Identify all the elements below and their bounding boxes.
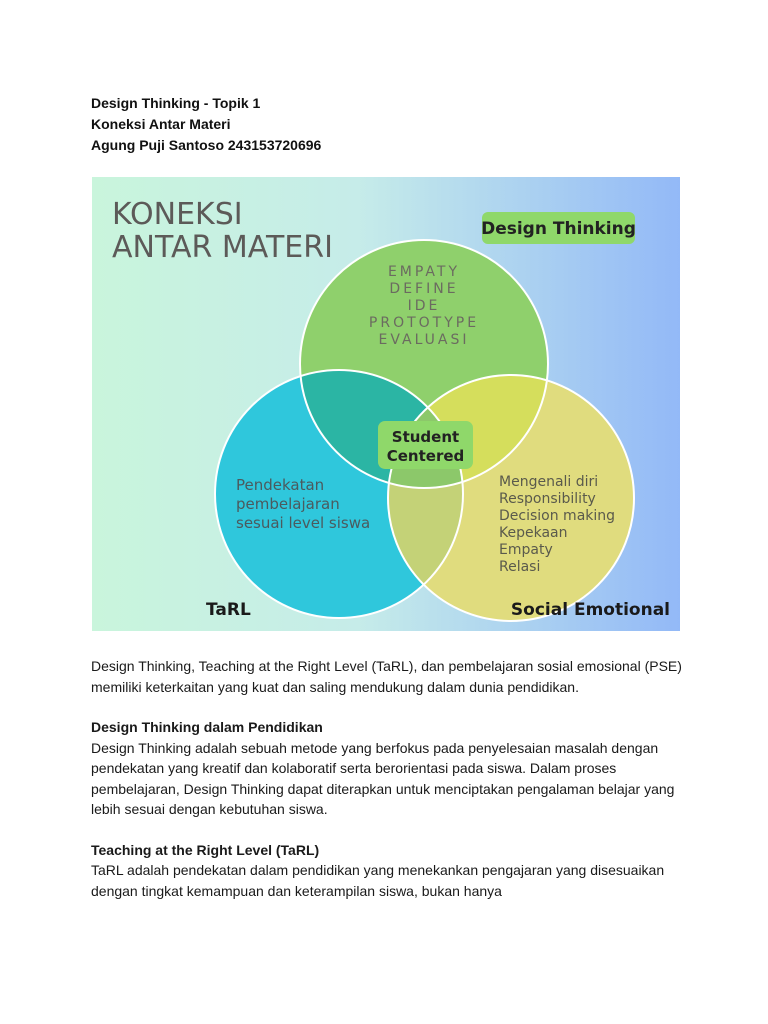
social-item-4: Kepekaan (499, 525, 568, 541)
section-paragraph-design-thinking: Design Thinking adalah sebuah metode yang berfokus pada penyelesaian masalah dengan pendekatan yang kreatif dan kolaboratif serta berorientasi pada siswa. Dalam proses pembelajaran, Design Thinking dapat diterapkan untuk menciptakan pengalaman belajar yang lebih sesuai dengan kebutuhan siswa. (91, 739, 675, 817)
intro-paragraph: Design Thinking, Teaching at the Right Level (TaRL), dan pembelajaran sosial emosional (PSE) memiliki keterkaitan yang kuat dan saling mendukung dalam dunia pendidikan. (91, 658, 682, 695)
section-heading-design-thinking: Design Thinking dalam Pendidikan (91, 719, 323, 735)
social-item-5: Empaty (499, 542, 553, 558)
dt-item-define: DEFINE (389, 281, 459, 297)
dt-item-evaluasi: EVALUASI (378, 332, 470, 348)
header-subtitle: Koneksi Antar Materi (91, 116, 231, 132)
student-centered-line1: Student (391, 428, 460, 446)
figure-title-line1: KONEKSI (112, 197, 243, 232)
header-title: Design Thinking - Topik 1 (91, 95, 261, 111)
design-thinking-badge-label: Design Thinking (481, 219, 636, 239)
figure-title-line2: ANTAR MATERI (112, 230, 333, 265)
tarl-label: TaRL (206, 600, 251, 620)
venn-diagram-figure (92, 177, 680, 631)
social-emotional-label: Social Emotional (510, 600, 670, 620)
dt-item-prototype: PROTOTYPE (368, 315, 480, 331)
section-heading-tarl: Teaching at the Right Level (TaRL) (91, 841, 320, 858)
social-item-3: Decision making (499, 508, 616, 524)
header-author: Agung Puji Santoso 243153720696 (91, 137, 322, 153)
student-centered-line2: Centered (386, 447, 465, 465)
venn-diagram-svg (92, 177, 680, 631)
document-header (91, 93, 321, 156)
social-item-2: Responsibility (499, 491, 596, 507)
dt-item-ide: IDE (407, 298, 441, 314)
tarl-item-3: sesuai level siswa (236, 514, 371, 532)
tarl-item-1: Pendekatan (236, 476, 325, 494)
document-body (91, 656, 691, 901)
tarl-item-2: pembelajaran (236, 495, 340, 513)
social-item-1: Mengenali diri (499, 474, 599, 490)
social-item-6: Relasi (499, 559, 541, 575)
section-paragraph-tarl: TaRL adalah pendekatan dalam pendidikan yang menekankan pengajaran yang disesuaikan dengan tingkat kemampuan dan keterampilan siswa, bukan hanya (91, 862, 665, 899)
dt-item-empaty: EMPATY (387, 264, 461, 280)
